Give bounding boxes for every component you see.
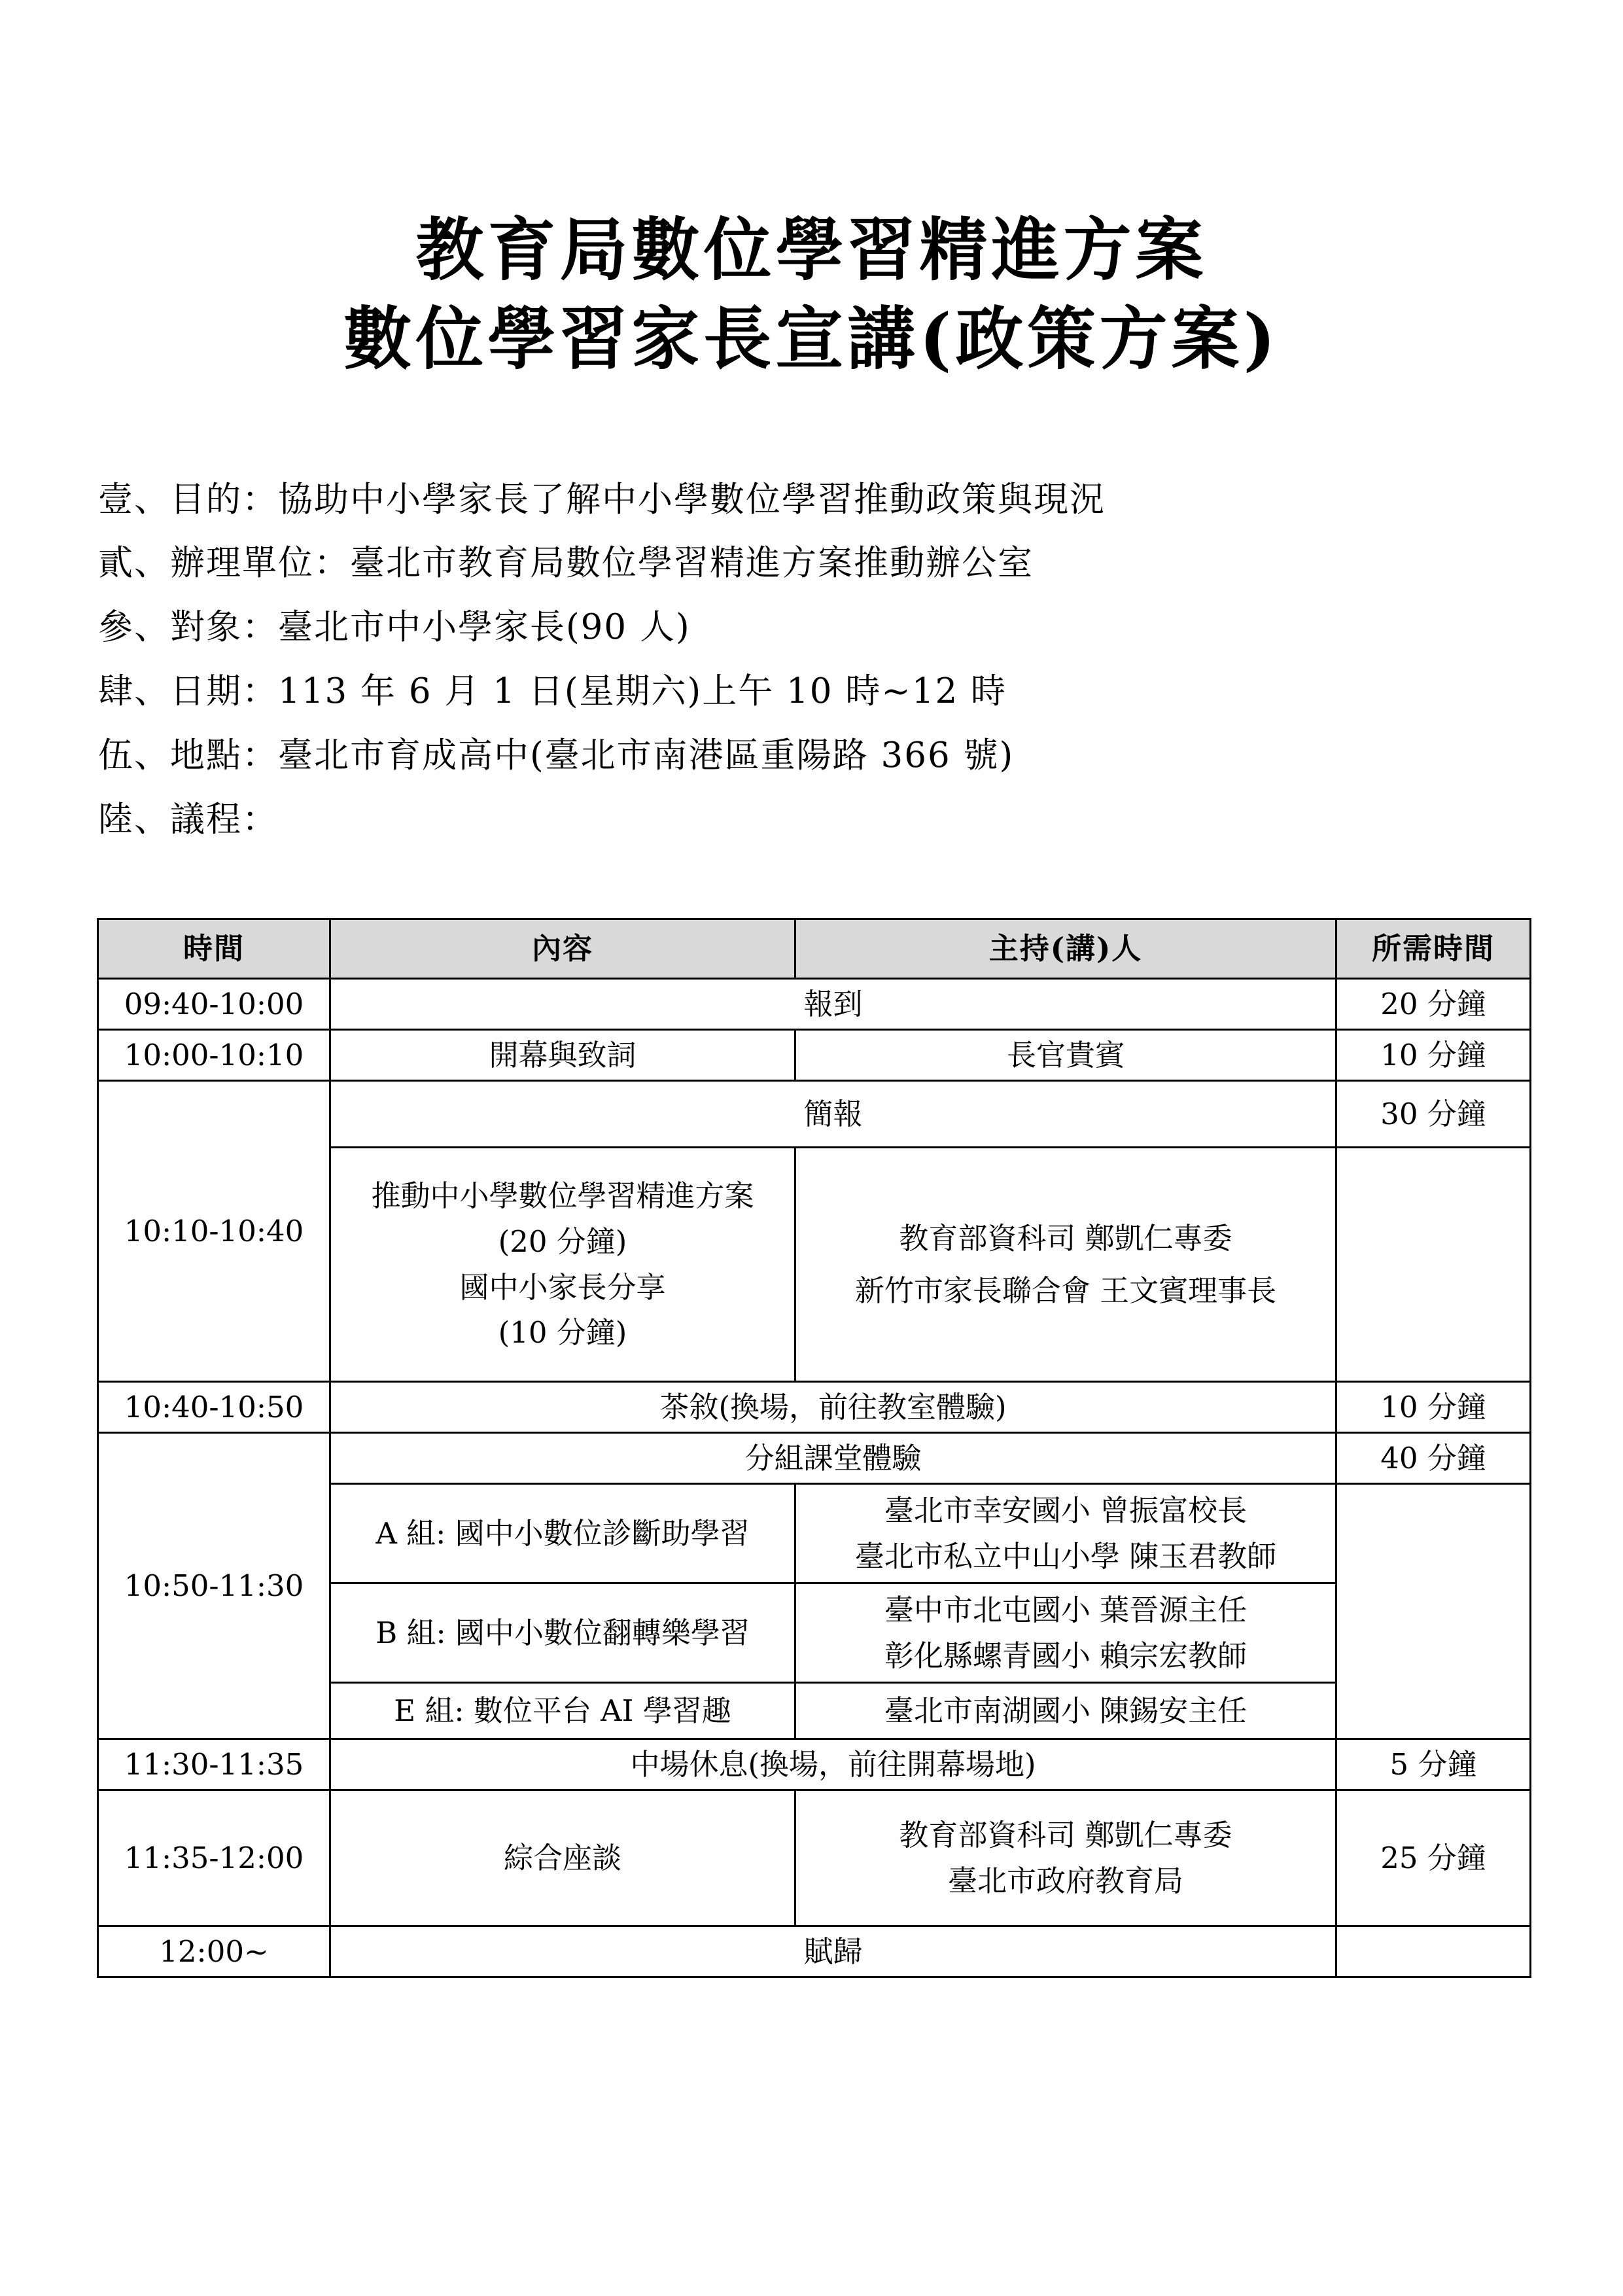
speaker: 臺北市政府教育局 bbox=[947, 1863, 1183, 1898]
speaker: 臺北市南湖國小 陳錫安主任 bbox=[884, 1693, 1248, 1728]
info-audience: 參、對象：臺北市中小學家長(90 人) bbox=[98, 607, 691, 647]
info-date: 肆、日期：113 年 6 月 1 日(星期六)上午 10 時~12 時 bbox=[98, 671, 1007, 711]
briefing-topic: 推動中小學數位學習精進方案 bbox=[371, 1178, 754, 1213]
info-organizer: 貳、辦理單位：臺北市教育局數位學習精進方案推動辦公室 bbox=[98, 543, 1034, 583]
header-content: 內容 bbox=[330, 919, 795, 979]
row-duration-empty bbox=[1336, 1484, 1531, 1739]
row-time: 11:35-12:00 bbox=[98, 1790, 330, 1926]
briefing-topics bbox=[330, 1148, 795, 1382]
speaker: 新竹市家長聯合會 王文賓理事長 bbox=[854, 1273, 1277, 1308]
table-row bbox=[98, 1926, 1531, 1977]
group-b-hosts bbox=[795, 1583, 1336, 1683]
speaker: 臺北市幸安國小 曾振富校長 bbox=[884, 1492, 1248, 1528]
info-purpose: 壹、目的：協助中小學家長了解中小學數位學習推動政策與現況 bbox=[98, 480, 1106, 520]
table-row bbox=[98, 1433, 1531, 1484]
group-e-hosts bbox=[795, 1683, 1336, 1739]
row-duration: 10 分鐘 bbox=[1336, 1030, 1531, 1081]
row-content: 分組課堂體驗 bbox=[330, 1433, 1336, 1484]
row-time: 11:30-11:35 bbox=[98, 1739, 330, 1790]
page-subtitle: 數位學習家長宣講(政策方案) bbox=[343, 298, 1280, 379]
row-duration-empty bbox=[1336, 1148, 1531, 1382]
header-host: 主持(講)人 bbox=[795, 919, 1336, 979]
row-content: 簡報 bbox=[330, 1081, 1336, 1148]
table-row bbox=[98, 1382, 1531, 1433]
speaker: 臺北市私立中山小學 陳玉君教師 bbox=[854, 1538, 1277, 1574]
info-location: 伍、地點：臺北市育成高中(臺北市南港區重陽路 366 號) bbox=[98, 735, 1015, 775]
row-duration: 30 分鐘 bbox=[1336, 1081, 1531, 1148]
row-content: 綜合座談 bbox=[330, 1790, 795, 1926]
row-time: 12:00~ bbox=[98, 1926, 330, 1977]
row-time: 09:40-10:00 bbox=[98, 979, 330, 1030]
speaker: 臺中市北屯國小 葉晉源主任 bbox=[884, 1592, 1248, 1627]
briefing-topic-duration: (10 分鐘) bbox=[498, 1315, 627, 1351]
row-duration: 5 分鐘 bbox=[1336, 1739, 1531, 1790]
row-content: 報到 bbox=[330, 979, 1336, 1030]
row-duration: 20 分鐘 bbox=[1336, 979, 1531, 1030]
row-time: 10:40-10:50 bbox=[98, 1382, 330, 1433]
table-header-row bbox=[98, 919, 1531, 979]
speaker: 彰化縣螺青國小 賴宗宏教師 bbox=[884, 1638, 1248, 1673]
table-row bbox=[98, 1790, 1531, 1926]
row-hosts bbox=[795, 1790, 1336, 1926]
row-time: 10:10-10:40 bbox=[98, 1081, 330, 1382]
briefing-topic-duration: (20 分鐘) bbox=[498, 1224, 627, 1259]
row-duration: 25 分鐘 bbox=[1336, 1790, 1531, 1926]
row-time: 10:50-11:30 bbox=[98, 1433, 330, 1739]
row-content: 賦歸 bbox=[330, 1926, 1336, 1977]
agenda-table bbox=[97, 918, 1531, 1978]
row-content: 中場休息(換場，前往開幕場地) bbox=[330, 1739, 1336, 1790]
group-a-hosts bbox=[795, 1484, 1336, 1583]
briefing-topic: 國中小家長分享 bbox=[459, 1269, 666, 1305]
page-title: 教育局數位學習精進方案 bbox=[415, 209, 1208, 290]
row-time: 10:00-10:10 bbox=[98, 1030, 330, 1081]
row-content: 開幕與致詞 bbox=[330, 1030, 795, 1081]
group-a: A 組: 國中小數位診斷助學習 bbox=[330, 1484, 795, 1583]
table-row bbox=[98, 1739, 1531, 1790]
row-duration: 10 分鐘 bbox=[1336, 1382, 1531, 1433]
row-content: 茶敘(換場，前往教室體驗) bbox=[330, 1382, 1336, 1433]
info-agenda-label: 陸、議程： bbox=[98, 800, 278, 839]
header-time: 時間 bbox=[98, 919, 330, 979]
row-host: 長官貴賓 bbox=[795, 1030, 1336, 1081]
briefing-speakers bbox=[795, 1148, 1336, 1382]
group-b: B 組: 國中小數位翻轉樂學習 bbox=[330, 1583, 795, 1683]
group-e: E 組: 數位平台 AI 學習趣 bbox=[330, 1683, 795, 1739]
speaker: 教育部資科司 鄭凱仁專委 bbox=[899, 1220, 1232, 1256]
row-duration: 40 分鐘 bbox=[1336, 1433, 1531, 1484]
table-row bbox=[98, 979, 1531, 1030]
table-row bbox=[98, 1081, 1531, 1148]
header-duration: 所需時間 bbox=[1336, 919, 1531, 979]
row-duration bbox=[1336, 1926, 1531, 1977]
table-row bbox=[98, 1030, 1531, 1081]
speaker: 教育部資科司 鄭凱仁專委 bbox=[899, 1817, 1232, 1852]
